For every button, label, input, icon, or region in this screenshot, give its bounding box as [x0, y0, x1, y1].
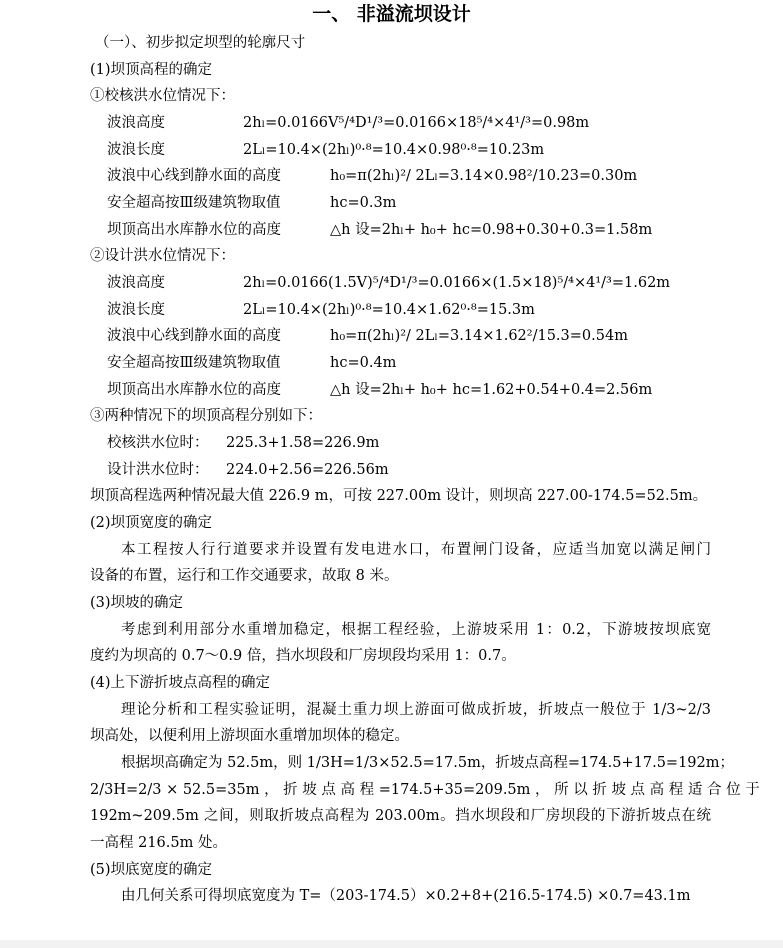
paragraph-line: 本工程按人行行道要求并设置有发电进水口，布置闸门设备，应适当加宽以满足闸门	[121, 542, 711, 558]
summary-label: 校核洪水位时：	[107, 435, 209, 451]
conclusion-text: 坝顶高程选两种情况最大值 226.9 m，可按 227.00m 设计，则坝高 227.00-174.5=52.5m。	[90, 488, 708, 504]
summary-label: 设计洪水位时：	[107, 462, 209, 478]
case-heading-check: ①校核洪水位情况下：	[90, 88, 235, 104]
calc-label: 波浪中心线到静水面的高度	[107, 328, 281, 344]
summary-value: 225.3+1.58=226.9m	[226, 435, 380, 451]
paragraph-line: 坝高处，以便利用上游坝面水重增加坝体的稳定。	[90, 728, 409, 744]
subsection-heading-5: (5)坝底宽度的确定	[90, 862, 213, 878]
document-title: 一、 非溢流坝设计	[312, 3, 471, 25]
section-heading: （一）、初步拟定坝型的轮廓尺寸	[95, 35, 306, 51]
paragraph-line: 理论分析和工程实验证明，混凝土重力坝上游面可做成折坡，折坡点一般位于 1/3~2/3	[121, 702, 711, 718]
paragraph-line: 由几何关系可得坝底宽度为 T=（203-174.5）×0.2+8+(216.5-174.5) ×0.7=43.1m	[121, 888, 691, 904]
calc-formula: 2Lₗ=10.4×(2hₗ)⁰·⁸=10.4×1.62⁰·⁸=15.3m	[243, 302, 535, 318]
calc-label: 波浪长度	[107, 302, 165, 318]
calc-formula: 2hₗ=0.0166V⁵/⁴D¹/³=0.0166×18⁵/⁴×4¹/³=0.98m	[243, 115, 590, 131]
calc-label: 坝顶高出水库静水位的高度	[107, 382, 281, 398]
case-heading-design: ②设计洪水位情况下：	[90, 248, 235, 264]
paragraph-line: 一高程 216.5m 处。	[90, 835, 227, 851]
calc-formula: 2hₗ=0.0166(1.5V)⁵/⁴D¹/³=0.0166×(1.5×18)⁵/⁴×4¹/³=1.62m	[243, 275, 671, 291]
paragraph-line: 根据坝高确定为 52.5m，则 1/3H=1/3×52.5=17.5m，折坡点高程=174.5+17.5=192m；	[121, 755, 735, 771]
paragraph-line: 2/3H=2/3 × 52.5=35m ， 折 坡 点 高 程 =174.5+35=209.5m ， 所 以 折 坡 点 高 程 适 合 位 于	[90, 782, 760, 798]
paragraph-line: 设备的布置，运行和工作交通要求，故取 8 米。	[90, 568, 399, 584]
subsection-heading-3: (3)坝坡的确定	[90, 595, 184, 611]
calc-label: 波浪高度	[107, 275, 165, 291]
calc-formula: hc=0.3m	[330, 195, 397, 211]
calc-formula: h₀=π(2hₗ)²/ 2Lₗ=3.14×0.98²/10.23=0.30m	[330, 168, 638, 184]
calc-label: 波浪高度	[107, 115, 165, 131]
paragraph-line: 考虑到利用部分水重增加稳定，根据工程经验，上游坡采用 1：0.2，下游坡按坝底宽	[121, 622, 711, 638]
calc-label: 波浪长度	[107, 142, 165, 158]
calc-label: 波浪中心线到静水面的高度	[107, 168, 281, 184]
calc-formula: △h 设=2hₗ+ h₀+ hc=1.62+0.54+0.4=2.56m	[330, 382, 653, 398]
paragraph-line: 192m~209.5m 之间，则取折坡点高程为 203.00m。挡水坝段和厂房坝段的下游折坡点在统	[90, 808, 711, 824]
calc-formula: 2Lₗ=10.4×(2hₗ)⁰·⁸=10.4×0.98⁰·⁸=10.23m	[243, 142, 545, 158]
calc-label: 坝顶高出水库静水位的高度	[107, 222, 281, 238]
calc-formula: △h 设=2hₗ+ h₀+ hc=0.98+0.30+0.3=1.58m	[330, 222, 653, 238]
summary-value: 224.0+2.56=226.56m	[226, 462, 389, 478]
case-heading-summary: ③两种情况下的坝顶高程分别如下：	[90, 408, 322, 424]
calc-label: 安全超高按Ⅲ级建筑物取值	[107, 355, 281, 371]
subsection-heading-1: (1)坝顶高程的确定	[90, 62, 213, 78]
paragraph-line: 度约为坝高的 0.7～0.9 倍，挡水坝段和厂房坝段均采用 1：0.7。	[90, 648, 516, 664]
subsection-heading-4: (4)上下游折坡点高程的确定	[90, 675, 271, 691]
calc-label: 安全超高按Ⅲ级建筑物取值	[107, 195, 281, 211]
calc-formula: h₀=π(2hₗ)²/ 2Lₗ=3.14×1.62²/15.3=0.54m	[330, 328, 628, 344]
subsection-heading-2: (2)坝顶宽度的确定	[90, 515, 213, 531]
calc-formula: hc=0.4m	[330, 355, 397, 371]
